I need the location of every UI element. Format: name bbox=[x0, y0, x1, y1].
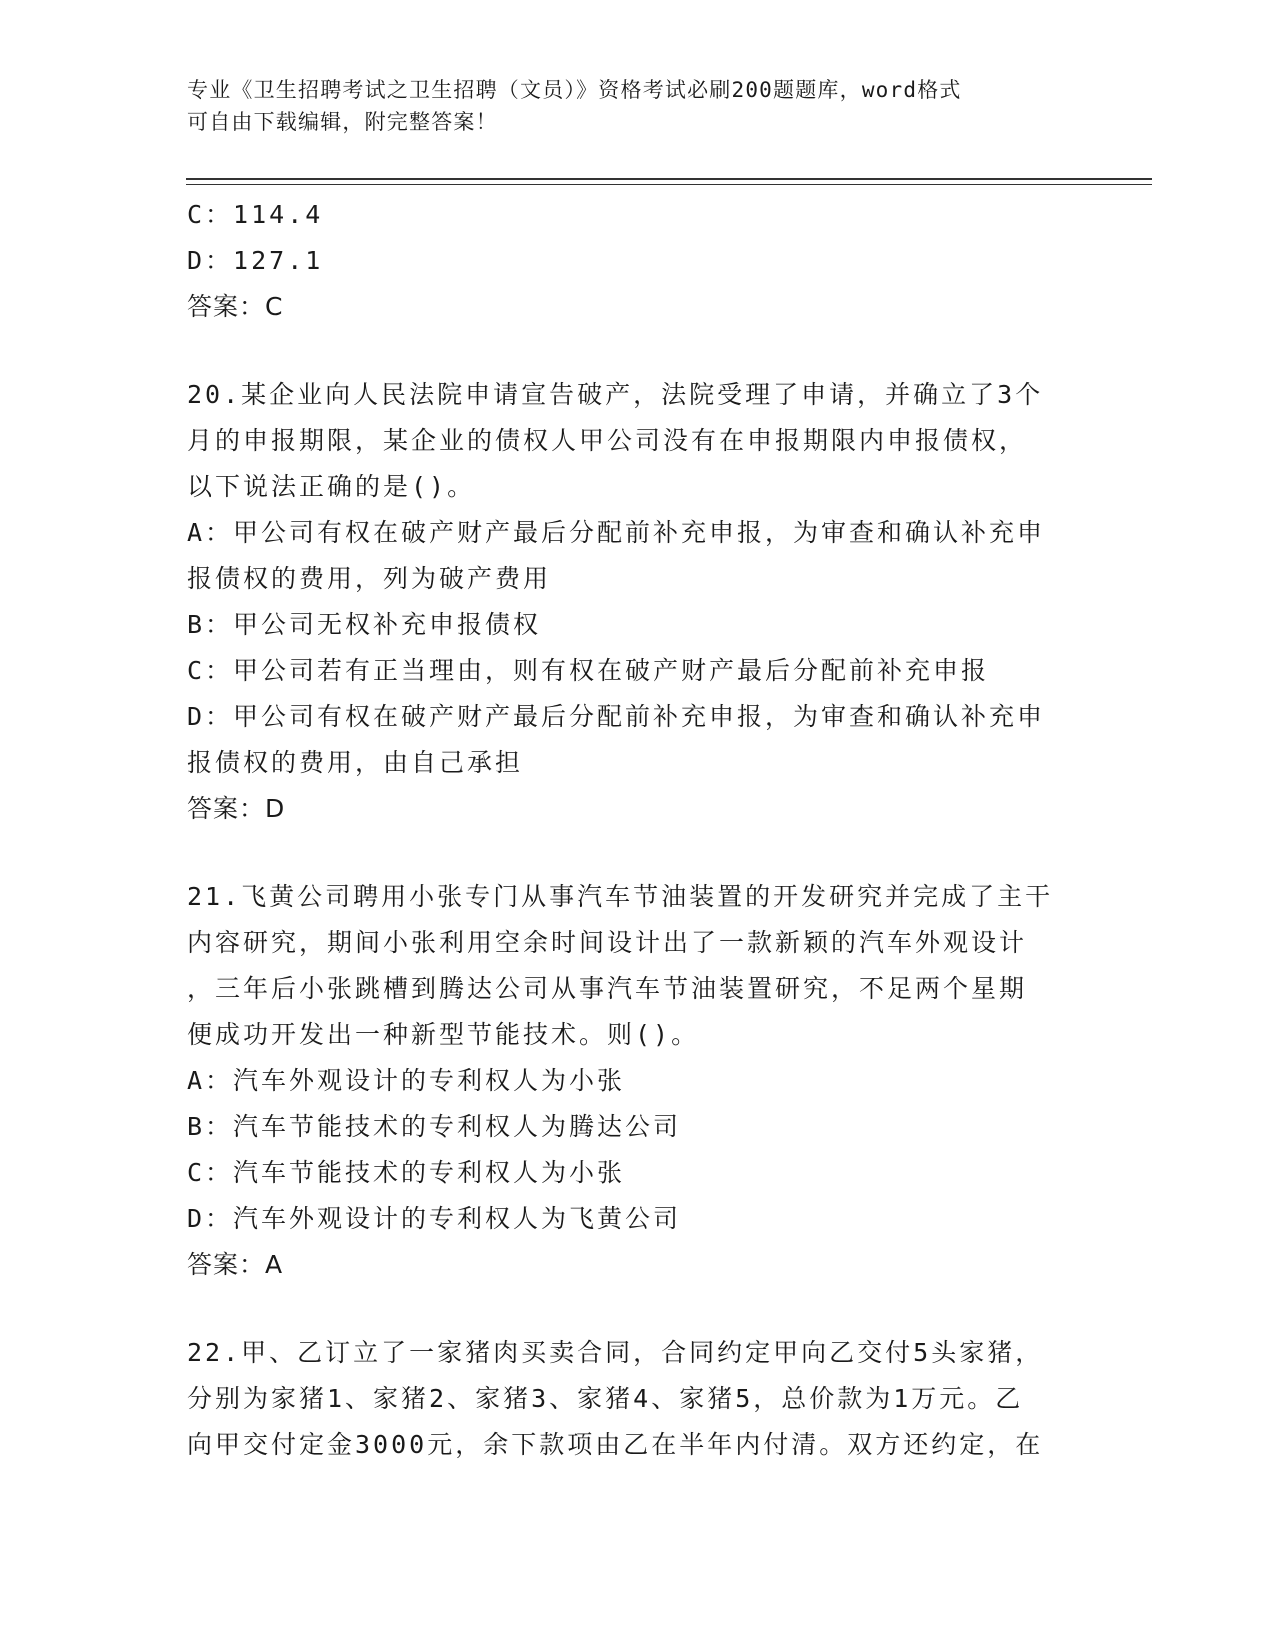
question-stem-line: ，三年后小张跳槽到腾达公司从事汽车节油装置研究，不足两个星期 bbox=[187, 974, 1028, 1003]
question-21 bbox=[187, 874, 1087, 1288]
question-stem-line: 月的申报期限，某企业的债权人甲公司没有在申报期限内申报债权， bbox=[187, 426, 1028, 455]
spacer bbox=[187, 832, 1087, 874]
option-a-continued: 报债权的费用，列为破产费用 bbox=[187, 564, 552, 593]
document-header bbox=[187, 74, 1087, 138]
header-line-2: 可自由下载编辑，附完整答案！ bbox=[187, 110, 498, 134]
option-d: D：127.1 bbox=[187, 246, 324, 275]
option-c: C：114.4 bbox=[187, 200, 324, 229]
answer-line: 答案：A bbox=[187, 1250, 284, 1279]
question-22 bbox=[187, 1330, 1087, 1468]
option-d: D：甲公司有权在破产财产最后分配前补充申报，为审查和确认补充申 bbox=[187, 702, 1046, 731]
question-stem-line: 向甲交付定金3000元，余下款项由乙在半年内付清。双方还约定，在 bbox=[187, 1430, 1044, 1459]
question-stem-line: 以下说法正确的是()。 bbox=[187, 472, 476, 501]
spacer bbox=[187, 1288, 1087, 1330]
document-body bbox=[187, 192, 1087, 1468]
option-b: B：甲公司无权补充申报债权 bbox=[187, 610, 542, 639]
question-stem-line: 内容研究，期间小张利用空余时间设计出了一款新颖的汽车外观设计 bbox=[187, 928, 1028, 957]
option-b: B：汽车节能技术的专利权人为腾达公司 bbox=[187, 1112, 682, 1141]
question-stem-line: 21.飞黄公司聘用小张专门从事汽车节油装置的开发研究并完成了主干 bbox=[187, 882, 1054, 911]
spacer bbox=[187, 330, 1087, 372]
answer-line: 答案：D bbox=[187, 794, 286, 823]
option-d-continued: 报债权的费用，由自己承担 bbox=[187, 748, 524, 777]
header-line-1: 专业《卫生招聘考试之卫生招聘（文员）》资格考试必刷200题题库，word格式 bbox=[187, 78, 962, 102]
option-c: C：甲公司若有正当理由，则有权在破产财产最后分配前补充申报 bbox=[187, 656, 990, 685]
question-20 bbox=[187, 372, 1087, 832]
option-a: A：甲公司有权在破产财产最后分配前补充申报，为审查和确认补充申 bbox=[187, 518, 1046, 547]
previous-question-tail bbox=[187, 192, 1087, 330]
question-stem-line: 分别为家猪1、家猪2、家猪3、家猪4、家猪5，总价款为1万元。乙 bbox=[187, 1384, 1024, 1413]
option-a: A：汽车外观设计的专利权人为小张 bbox=[187, 1066, 626, 1095]
question-stem-line: 22.甲、乙订立了一家猪肉买卖合同，合同约定甲向乙交付5头家猪， bbox=[187, 1338, 1044, 1367]
header-divider-thick bbox=[186, 178, 1152, 180]
option-c: C：汽车节能技术的专利权人为小张 bbox=[187, 1158, 626, 1187]
header-divider-thin bbox=[186, 184, 1152, 185]
answer-line: 答案：C bbox=[187, 292, 284, 321]
question-stem-line: 便成功开发出一种新型节能技术。则()。 bbox=[187, 1020, 700, 1049]
option-d: D：汽车外观设计的专利权人为飞黄公司 bbox=[187, 1204, 682, 1233]
question-stem-line: 20.某企业向人民法院申请宣告破产，法院受理了申请，并确立了3个 bbox=[187, 380, 1044, 409]
